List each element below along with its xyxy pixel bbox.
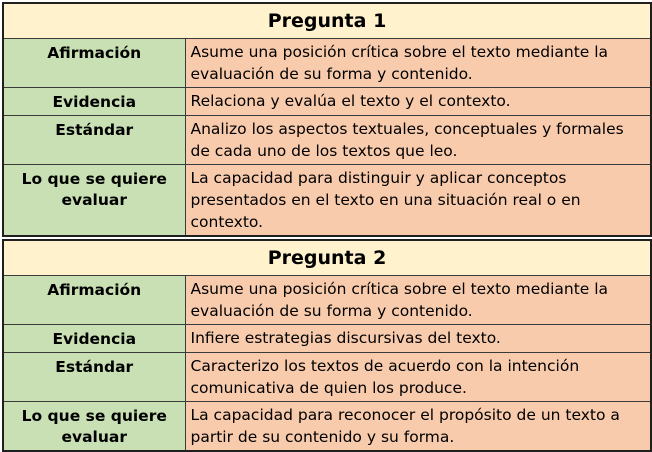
- table-row: [3, 88, 651, 116]
- question-table-1: [2, 2, 652, 237]
- row-label-evidencia: Evidencia: [3, 325, 185, 353]
- row-value-evidencia: Relaciona y evalúa el texto y el contexto.: [185, 88, 651, 116]
- row-value-estandar: Caracterizo los textos de acuerdo con la intención comunicativa de quien los produce.: [185, 353, 651, 402]
- row-value-afirmacion: Asume una posición crítica sobre el texto mediante la evaluación de su forma y contenido.: [185, 276, 651, 325]
- question-title: Pregunta 1: [3, 3, 651, 39]
- question-table-2: [2, 239, 652, 452]
- question-title: Pregunta 2: [3, 240, 651, 276]
- row-value-evaluar: La capacidad para distinguir y aplicar conceptos presentados en el texto en una situación real o en contexto.: [185, 165, 651, 237]
- row-label-afirmacion: Afirmación: [3, 39, 185, 88]
- table-header-row: [3, 3, 651, 39]
- table-row: [3, 402, 651, 452]
- table-row: [3, 39, 651, 88]
- table-row: [3, 276, 651, 325]
- row-label-evidencia: Evidencia: [3, 88, 185, 116]
- row-label-evaluar: Lo que se quiere evaluar: [3, 402, 185, 452]
- table-row: [3, 116, 651, 165]
- table-row: [3, 353, 651, 402]
- row-label-afirmacion: Afirmación: [3, 276, 185, 325]
- row-value-evidencia: Infiere estrategias discursivas del texto.: [185, 325, 651, 353]
- table-header-row: [3, 240, 651, 276]
- table-row: [3, 165, 651, 237]
- row-label-evaluar: Lo que se quiere evaluar: [3, 165, 185, 237]
- row-value-estandar: Analizo los aspectos textuales, conceptuales y formales de cada uno de los textos que leo.: [185, 116, 651, 165]
- table-row: [3, 325, 651, 353]
- row-value-afirmacion: Asume una posición crítica sobre el texto mediante la evaluación de su forma y contenido.: [185, 39, 651, 88]
- row-label-estandar: Estándar: [3, 353, 185, 402]
- row-value-evaluar: La capacidad para reconocer el propósito de un texto a partir de su contenido y su forma.: [185, 402, 651, 452]
- row-label-estandar: Estándar: [3, 116, 185, 165]
- question-tables: [2, 2, 650, 452]
